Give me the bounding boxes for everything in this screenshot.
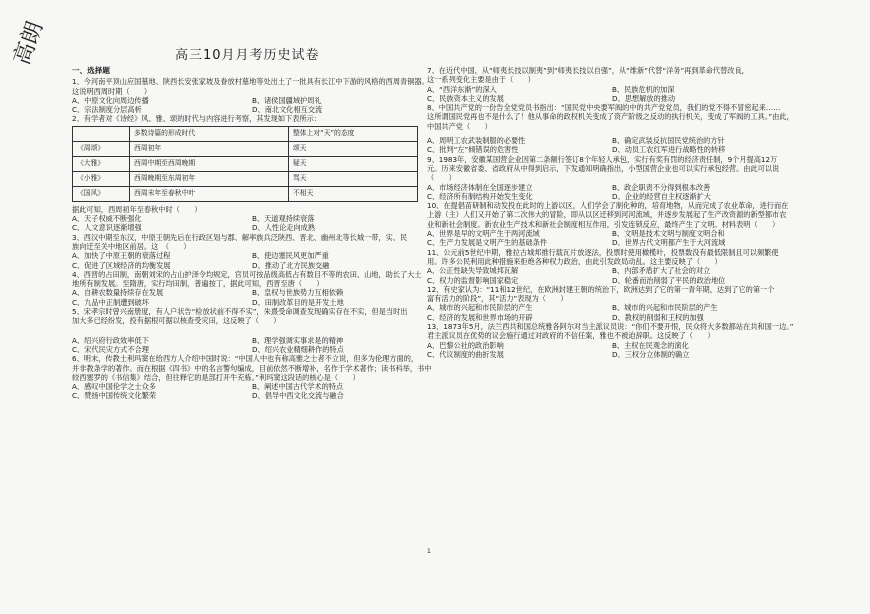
option-c: C、经济所有制结构开始发生变化 [427,191,533,201]
table-header: 整体上对“天”的态度 [289,126,418,141]
question-6 [72,354,432,400]
option-a: A、天子权威不断强化 [72,214,142,224]
poetry-table [72,126,418,202]
option-a: A、“西洋东渐”的深入 [427,84,497,94]
question-text: 10、在提倡苗研制和动发投在此时的上游以区，人们学会了制化种的，培育地物，从而完成了农业革命，进行而在 [427,201,789,211]
question-text: 君主派议员在优势的议会施行通过对政府的不信任案，雅也不被迫辞职。这反映了（ ） [427,331,715,341]
option-a: A、自耕农数量持续存在发展 [72,288,164,298]
option-c: C、批判“左”倾错误的危害性 [427,145,519,155]
option-b: B、诸侯国疆域护周礼 [252,95,322,105]
option-a: A、中原文化向周边传播 [72,95,149,105]
table-cell: 西周初年 [130,141,289,156]
question-text: 11、公元前5世纪中期，雅拉古城邦推行载瓦片放逐法，投票时使用橄榄叶，投票数没有最低限制且可以频繁使 [427,247,779,257]
question-11 [427,248,797,285]
option-a: A、市场经济体制在全国逐步建立 [427,182,533,192]
question-1 [72,77,432,114]
option-a: A、感叹中国伦学之士众多 [72,382,156,392]
question-text: 这所谓国民党再也不是什么了！他从事命的政权机关变成了资产阶级之反动的执行机关，变成了军阀的工具。”由此， [427,112,794,122]
table-cell: 《小雅》 [73,171,130,186]
option-b: B、确定武装反抗国民党统治的方针 [612,136,725,146]
left-column [72,66,432,401]
option-c: C、代议制度的曲折发展 [427,349,504,359]
option-d: D、南北文化相互交流 [252,105,323,115]
question-text: 较西塞罗的《书信集》结合，但往释它的是部打开牛充栋。”利玛窦这段话的核心是（ ） [72,372,360,382]
question-10 [427,201,797,247]
question-text: 1、今河南平顶山应国墓地、陕西长安张家坡及眷放村墓地等处出土了一批具有长江中下游的风格的西周青铜器。 [72,77,429,87]
table-cell: 西周晚期至东周初年 [130,171,289,186]
option-a: A、加快了中原王朝的衰落过程 [72,251,171,261]
question-text: 4、西晋的占田制，南朝刘宋的占山护泽令均规定，官员可按品级高低占有数目不等的农田、山地，助长了大土 [72,269,422,279]
question-text: 12、有史家认为：“11和12世纪，在欧洲封建王朝的统治下，欧洲达到了它的第一青年期，达到了它的第一个 [427,284,775,294]
question-text: 据此可知，西周初年至春秋中时（ ） [72,204,202,214]
page-number: 1 [427,548,431,555]
option-a: A、公正性缺失导致城邦瓦解 [427,266,519,276]
option-c: C、九品中正制遭到破坏 [72,297,149,307]
table-cell: 骂天 [289,171,418,186]
question-9 [427,155,797,201]
question-text: 加大多已经纷发，投有据根可据以核查受灾田，这反映了（ ） [72,316,281,326]
option-c: C、赞扬中国传统文化繁荣 [72,391,157,401]
question-text: 业和新社会制度。新农业生产技术和新社会制度相互作用，引发连锁反应，最终产生了文明。材料表明（ ） [427,219,780,229]
option-c: C、宋代民灾方式不合理 [72,344,149,354]
option-d: D、思想解放的推动 [612,93,676,103]
option-c: C、人文意识逐渐增强 [72,223,142,233]
option-b: B、政企职责不分得到根本改善 [612,182,711,192]
option-d: D、教权的削弱和王权的加强 [612,312,704,322]
option-d: D、田制改革目的是开发土地 [252,297,344,307]
question-text: 3、西汉中期至东汉，中原王朝先后在行政区划与郡、解率族兵泛陕西、晋北、幽州北等长城一带，实、民 [72,232,408,242]
question-2 [72,114,432,232]
question-text: 13、1873年5月，法兰西共和国总统雅各阿尔对当主派议员说：“你们不要开恨，民众将大多数都站在共和国一边。” [427,322,794,332]
option-b: B、皇权与世族势力互相依赖 [252,288,344,298]
question-text: 这说明西周时期（ ） [72,86,152,96]
question-8 [427,103,797,154]
option-d: D、三权分立体制的确立 [612,349,690,359]
option-b: B、天道观持续衰落 [252,214,315,224]
option-c: C、宗法制度分层高析 [72,105,142,115]
table-cell: 《周颂》 [73,141,130,156]
option-b: B、城市的兴起和市民阶层的产生 [612,303,718,313]
question-text: 8、中国共产党的一份告全党党员书指出：“国民党中央要军阀的中的共产党党员，我们的党不得不冒密起来…… [427,103,781,113]
question-3 [72,233,432,270]
option-b: B、民族危机的加深 [612,84,675,94]
question-text: 中国共产党（ ） [427,121,492,131]
option-a: A、绍兴府行政效率低下 [72,335,149,345]
option-b: B、理学强调实事求是的精神 [252,335,344,345]
question-5 [72,307,432,354]
question-7 [427,66,797,103]
question-text: 上游（主）人们又开始了第二次伟大的冒险，即从以区迁移到河河流域，并逐步发展起了生产改资源的新型都市农 [427,210,787,220]
option-d: D、世界古代文明都产生于大河流域 [612,238,726,248]
table-cell: 西周中期至西周晚期 [130,156,289,171]
option-c: C、民族资本主义的发展 [427,93,504,103]
option-d: D、倡导中西文化交流与融合 [252,391,344,401]
option-b: B、阐述中国古代学术的特点 [252,382,344,392]
option-a: A、周明工农武装制服的必要性 [427,136,526,146]
option-d: D、绍兴农业精细耕作的特点 [252,344,344,354]
question-4 [72,270,432,307]
question-13 [427,322,797,359]
table-cell: 不相天 [289,186,418,201]
option-d: D、企业的经营自主权逐渐扩大 [612,191,711,201]
section-heading: 一、选择题 [72,66,110,75]
question-text: 2、有学者对《诗经》风、雅、颂的时代与内容进行考察，其发现如下表所示： [72,114,321,124]
option-d: D、动员工农红军进行战略性的转移 [612,145,726,155]
option-d: D、轮番而治削弱了平民的政治地位 [612,275,726,285]
question-text: 5、宋孝宗时曾兴南册度，有人户状告“检放状前不得不实”，朱熹受命调查发现确实存在不实，但是当时出 [72,307,408,317]
table-cell: 西周末年至春秋中叶 [130,186,289,201]
question-text: 6、明末，传教士利玛窦在给西方人介绍中国时说：“中国人中也有称高雅之士者不立说，但多为伦理方面的， [72,354,419,364]
question-text: 7、在近代中国，从“师夷长技以制夷”到“师夷长技以自强”，从“维新”代替“洋务”再到革命代替改良， [427,66,749,75]
table-cell: 《国风》 [73,186,130,201]
question-text: 富有活力的阶段”，其“活力”表现为（ ） [427,294,568,304]
question-text: 用。许多公民利用此种措施来拒绝各种权力政治，由此引发政局动乱。这主要反映了（ ） [427,256,722,266]
option-b: B、主权在民观念的演化 [612,340,689,350]
option-b: B、使边塞民风更加严重 [252,251,329,261]
table-cell: 《大雅》 [73,156,130,171]
right-column [427,66,797,359]
table-header: 多数诗篇的形成时代 [130,126,289,141]
question-text: （ ） [427,173,456,183]
option-d: D、人性论走向成熟 [252,223,316,233]
table-cell: 疑天 [289,156,418,171]
table-cell [73,126,130,141]
option-c: C、生产力发展是文明产生的基础条件 [427,238,548,248]
option-b: B、文明是技术文明与制度文明合和 [612,229,725,239]
option-c: C、权力的监督影响国家稳定 [427,275,519,285]
question-text: 并非教条学的著作。而在根据《四书》中的名言警句编成，目前依然不断增补，名作于学术著作；读书科举，书中 [72,363,432,373]
option-c: C、经济的发展和世界市场的开辟 [427,312,533,322]
option-d: D、推动了北方民族交融 [252,260,330,270]
table-cell: 颂天 [289,141,418,156]
handwritten-name: 高朗 [9,18,49,69]
option-c: C、促进了区域经济的均衡发展 [72,260,171,270]
option-a: A、世界是早的文明产生于两河流域 [427,229,540,239]
option-a: A、巴黎公社的政治影响 [427,340,504,350]
question-text: 9、1983年，安徽某国营企业因第二条额行签订8个年轻人承包，实行有奖有罚的经济责任制，9个月提高12万 [427,154,778,164]
question-text: 这一系列变化主要是由于（ ） [427,75,535,85]
question-text: 地所有制发展。至隋唐，实行均田制，普遍按丁，据此可知，西晋至唐（ ） [72,279,324,289]
page-title: 高三10月月考历史试卷 [175,48,320,63]
question-12 [427,285,797,322]
option-a: A、城市的兴起和市民阶层的产生 [427,303,533,313]
question-text: 族向迁至关中地区前居。这 （ ） [72,241,191,251]
question-text: 元。历来安徽省委、省政府从中得到启示，下发通知明确指出，小型国营企业也可以实行承包经营。由此可以说 [427,163,780,173]
option-b: B、内部矛盾扩大了社会的对立 [612,266,711,276]
